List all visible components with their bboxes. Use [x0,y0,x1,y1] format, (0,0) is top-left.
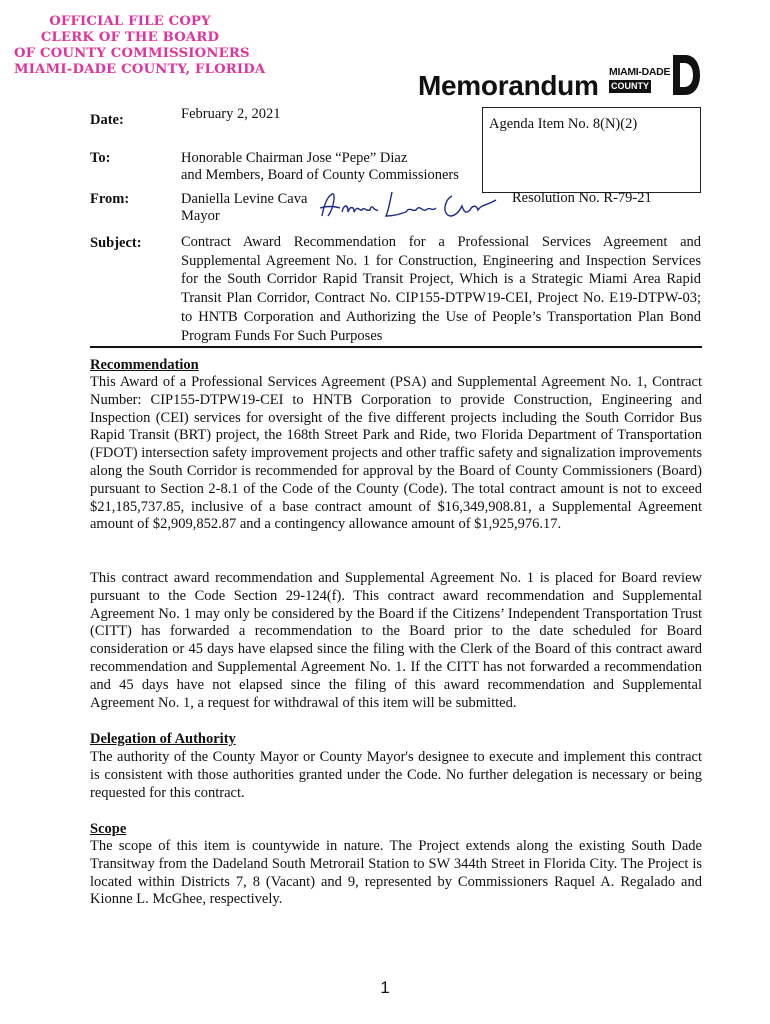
logo-county-box: COUNTY [611,81,649,91]
delegation-paragraph: The authority of the County Mayor or County Mayor's designee to execute and implement this contract is consistent with those authorities granted under the Code. No further delegation is necessary or being requested for this contract. [90,749,702,801]
county-logo [609,53,701,97]
official-file-stamp [14,14,266,78]
mayor-signature [316,186,501,226]
to-line-1: Honorable Chairman Jose “Pepe” Diaz [181,150,408,166]
stamp-line: OFFICIAL FILE COPY [49,14,211,29]
recommendation-heading: Recommendation [90,357,199,373]
from-line-1: Daniella Levine Cava [181,191,308,207]
recommendation-paragraph-1: This Award of a Professional Services Agreement (PSA) and Supplemental Agreement No. 1, Contract Number: CIP155-DTPW19-CEI to HNTB Corporation to provide Construction, Engineering and Inspection (CEI) services for oversight of the five different projects including the South Corridor Bus Rapid Transit (BRT) project, the 168th Street Park and Ride, two Florida Department of Transportation (FDOT) intersection safety improvement projects and other traffic safety and signalization improvements along the South Corridor is recommended for approval by the Board of County Commissioners (Board) pursuant to Section 2-8.1 of the Code of the County (Code). The total contract amount is not to exceed $21,185,737.85, inclusive of a base contract amount of $16,349,908.81, a Supplemental Agreement amount of $2,909,852.87 and a contingency allowance amount of $1,925,976.17. [90,374,702,533]
memo-title: Memorandum [418,70,599,101]
from-label: From: [90,191,130,207]
page-number: 1 [380,978,390,997]
resolution-number: Resolution No. R-79-21 [512,190,652,206]
to-line-2: and Members, Board of County Commissioners [181,167,459,183]
subject-text: Contract Award Recommendation for a Professional Services Agreement and Supplemental Agreement No. 1 for Construction, Engineering and Inspection Services for the South Corridor Rapid Transit Project, Which is a Strategic Miami Area Rapid Transit Plan Corridor, Contract No. CIP155-DTPW19-CEI, Project No. E19-DTPW-03; to HNTB Corporation and Authorizing the Use of People’s Transportation Plan Bond Program Funds For Such Purposes [181,234,701,344]
agenda-item: Agenda Item No. 8(N)(2) [489,116,638,132]
logo-text: MIAMI-DADE [609,66,671,78]
to-label: To: [90,150,111,166]
recommendation-paragraph-2: This contract award recommendation and Supplemental Agreement No. 1 is placed for Board review pursuant to the Code Section 29-124(f). This contract award recommendation and Supplemental Agreement No. 1 may only be considered by the Board if the Citizens’ Independent Transportation Trust (CITT) has forwarded a recommendation to the Board prior to the date scheduled for Board consideration or 45 days have elapsed since the filing with the Clerk of the Board of this contract award recommendation and Supplemental Agreement No. 1. If the CITT has not forwarded a recommendation and 45 days have not elapsed since the filing of this award recommendation and Supplemental Agreement No. 1, a request for withdrawal of this item will be submitted. [90,570,702,711]
delegation-heading: Delegation of Authority [90,731,236,747]
agenda-box [482,107,701,193]
stamp-line: MIAMI-DADE COUNTY, FLORIDA [14,62,266,77]
stamp-line: CLERK OF THE BOARD [40,30,220,45]
subject-label: Subject: [90,235,142,251]
scope-heading: Scope [90,821,127,837]
date-label: Date: [90,112,124,128]
header-divider [90,346,702,348]
stamp-line: OF COUNTY COMMISSIONERS [14,46,250,61]
memo-date: February 2, 2021 [181,106,281,122]
logo-d-icon [671,53,701,97]
from-line-2: Mayor [181,208,220,224]
scope-paragraph: The scope of this item is countywide in nature. The Project extends along the existing South Dade Transitway from the Dadeland South Metrorail Station to SW 344th Street in Florida City. The Project is located within Districts 7, 8 (Vacant) and 9, represented by Commissioners Raquel A. Regalado and Kionne L. McGhee, respectively. [90,838,702,908]
